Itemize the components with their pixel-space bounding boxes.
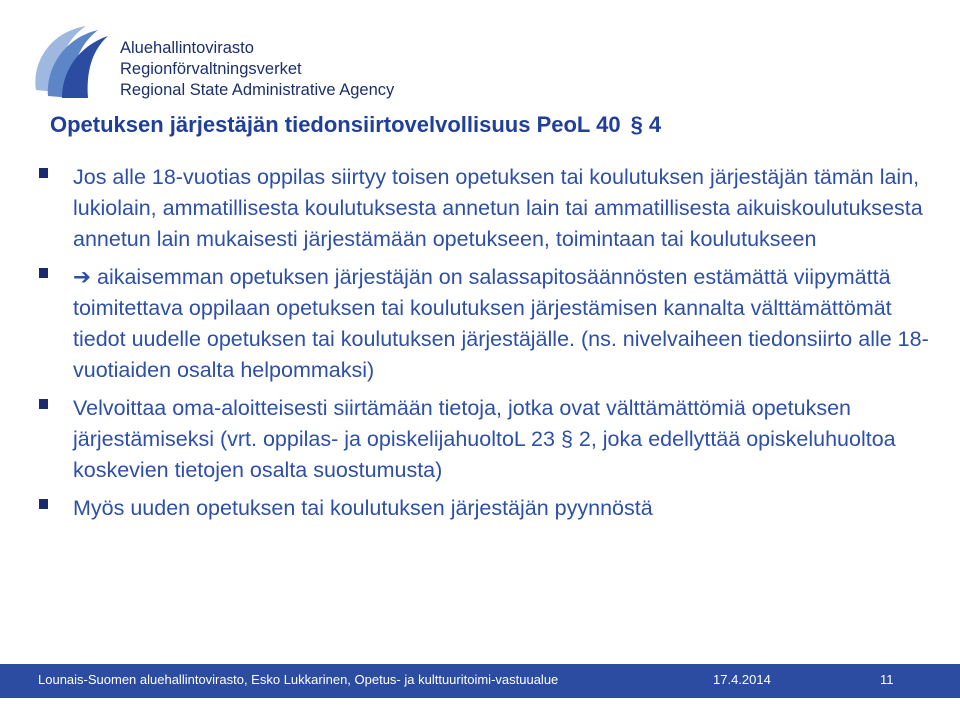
- footer-date: 17.4.2014: [713, 672, 771, 687]
- footer-source: Lounais-Suomen aluehallintovirasto, Esko Lukkarinen, Opetus- ja kulttuuritoimi-vastuualue: [38, 672, 559, 687]
- bullet-text: Myös uuden opetuksen tai koulutuksen järjestäjän pyynnöstä: [73, 496, 653, 520]
- slide-title: [50, 112, 661, 138]
- slide-title-section: § 4: [630, 112, 662, 137]
- bullet-item: [38, 493, 938, 524]
- bullet-text: Jos alle 18-vuotias oppilas siirtyy toisen opetuksen tai koulutuksen järjestäjän tämän lain, lukiolain, ammatillisesta koulutuksesta annetun lain tai ammatillisesta aikuiskoulutuksesta annetun lain mukaisesti järjestämään opetukseen, toimintaan tai koulutukseen: [73, 165, 923, 251]
- bullet-square-icon: [39, 168, 48, 178]
- avi-swoosh-logo-icon: [28, 22, 112, 102]
- bullet-square-icon: [39, 499, 48, 509]
- org-name-finnish: Aluehallintovirasto: [120, 39, 254, 57]
- footer-bar: [0, 664, 960, 698]
- bullet-square-icon: [39, 268, 48, 278]
- org-name: [120, 38, 394, 101]
- bullet-item: [38, 162, 938, 255]
- org-name-english: Regional State Administrative Agency: [120, 81, 395, 99]
- bullet-item: [38, 262, 938, 386]
- bullet-item: [38, 393, 938, 486]
- footer-page-number: 11: [880, 672, 894, 687]
- header: [28, 22, 395, 102]
- bullet-text: ➔ aikaisemman opetuksen järjestäjän on salassapitosäännösten estämättä viipymättä toimitettava oppilaan opetuksen tai koulutuksen järjestämisen kannalta välttämättömät tiedot uudelle opetuksen tai koulutuksen järjestäjälle. (ns. nivelvaiheen tiedonsiirto alle 18-vuotiaiden osalta helpommaksi): [73, 265, 929, 382]
- org-name-swedish: Regionförvaltningsverket: [120, 60, 302, 78]
- bullet-text: Velvoittaa oma-aloitteisesti siirtämään tietoja, jotka ovat välttämättömiä opetuksen järjestämiseksi (vrt. oppilas- ja opiskelijahuoltoL 23 § 2, joka edellyttää opiskeluhuoltoa koskevien tietojen osalta suostumusta): [73, 396, 896, 482]
- slide-title-text: Opetuksen järjestäjän tiedonsiirtovelvollisuus PeoL 40: [50, 112, 621, 137]
- bullet-square-icon: [39, 399, 48, 409]
- bullet-list: [38, 162, 938, 524]
